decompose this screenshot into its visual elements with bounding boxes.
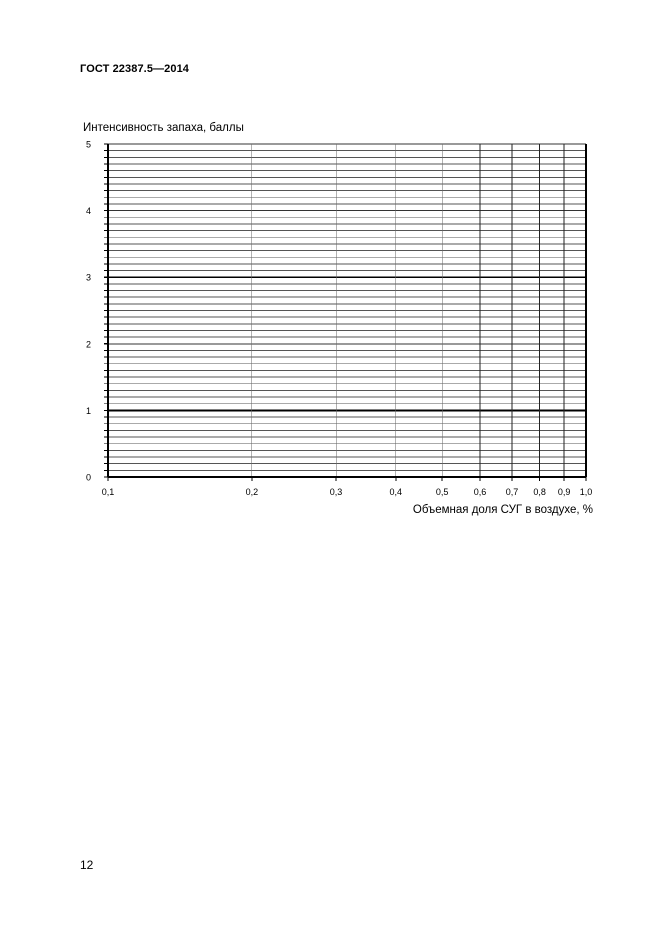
x-tick-label: 0,4 <box>389 487 403 497</box>
chart-grid <box>104 144 586 477</box>
x-tick-label: 0,7 <box>505 487 519 497</box>
x-tick-label: 0,5 <box>435 487 449 497</box>
y-tick-label: 0 <box>85 472 91 483</box>
y-tick-label: 4 <box>85 206 91 217</box>
y-tick-label: 5 <box>85 139 91 150</box>
x-tick-label: 0,6 <box>473 487 487 497</box>
x-tick-label: 0,3 <box>329 487 343 497</box>
page-number: 12 <box>80 858 94 872</box>
x-tick-label: 0,8 <box>533 487 546 497</box>
y-tick-label: 1 <box>85 405 91 416</box>
y-tick-label: 3 <box>85 272 91 283</box>
x-tick-label: 0,2 <box>245 487 259 497</box>
x-tick-label: 0,9 <box>557 487 571 497</box>
y-tick-label: 2 <box>85 339 91 350</box>
x-axis-label: Объемная доля СУГ в воздухе, % <box>412 504 593 516</box>
y-axis-label: Интенсивность запаха, баллы <box>83 122 244 134</box>
x-tick-label: 1,0 <box>579 487 593 497</box>
x-tick-label: 0,1 <box>101 487 115 497</box>
document-header: ГОСТ 22387.5—2014 <box>80 63 190 75</box>
